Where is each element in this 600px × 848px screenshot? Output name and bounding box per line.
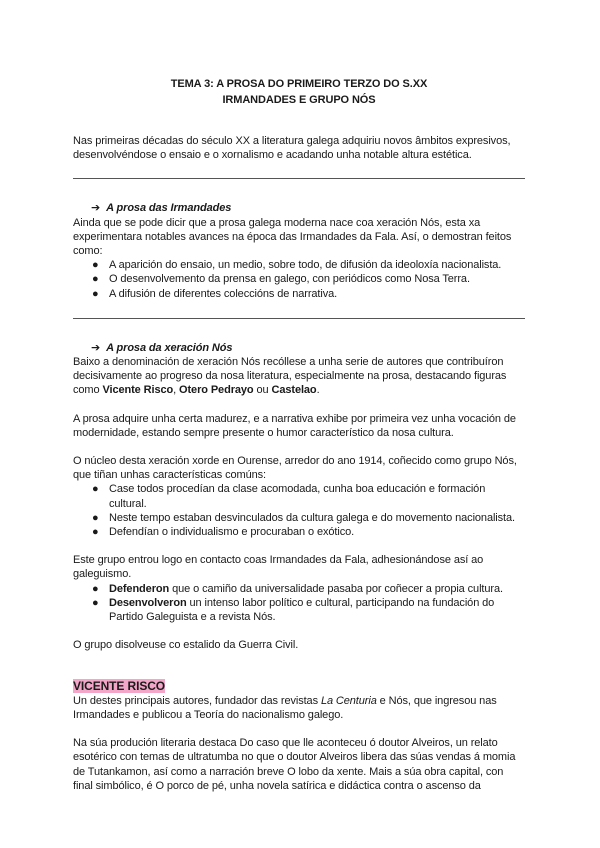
list-item-text: Case todos procedían da clase acomodada, cunha boa educación e formación cultural. [109,483,486,510]
separator-text: , [173,384,180,397]
section1-list [73,258,525,301]
document-title-line1: TEMA 3: A PROSA DO PRIMEIRO TERZO DO S.XX [170,78,428,90]
author-vicente-risco: Vicente Risco [102,384,174,397]
section2-heading-text: A prosa da xeración Nós [106,341,233,354]
bullet-icon: ● [92,511,99,524]
section2-paragraph2: A prosa adquire unha certa madurez, e a narrativa exhibe por primeira vez unha vocación de modernidade, estando sempre presente o humor característico da nosa cultura. [73,412,516,439]
list-item-text: un intenso labor político e cultural, participando na fundación do Partido Galeguista e a revista Nós. [109,596,495,624]
risco-paragraph1 [73,694,525,722]
bullet-icon: ● [92,582,99,595]
section2-paragraph4: Este grupo entrou logo en contacto coas Irmandades da Fala, adhesionándose así ao galeguismo. [73,554,484,581]
vicente-risco-heading [73,679,525,693]
list-item [92,596,525,624]
section2-heading [73,341,525,355]
section2-paragraph5: O grupo disolveuse co estalido da Guerra Civil. [73,639,299,652]
section1-heading-text: A prosa das Irmandades [106,202,232,215]
section1-heading [73,201,525,215]
author-castelao: Castelao [271,384,317,397]
section-divider [73,178,525,179]
document-title-line2: IRMANDADES E GRUPO NÓS [222,94,376,106]
arrow-right-icon: ➔ [91,202,101,215]
list-item-bold: Defenderon [109,582,170,595]
section2-list [73,482,525,539]
list-item-text: A difusión de diferentes coleccións de narrativa. [109,287,338,300]
list-item-text: Defendían o individualismo e procuraban o exótico. [109,526,355,539]
paragraph-end: . [316,384,320,397]
list-item [92,287,525,301]
list-item-text: que o camiño da universalidade pasaba por coñecer a propia cultura. [169,582,503,595]
list-item-text: O desenvolvemento da prensa en galego, con periódicos como Nosa Terra. [109,273,470,286]
list-item [92,582,525,596]
highlighted-heading-text: VICENTE RISCO [73,679,166,694]
intro-paragraph: Nas primeiras décadas do século XX a literatura galega adquiriu novos âmbitos expresivos, desenvolvéndose o ensaio e o xornalismo e acadando unha notable altura estética. [73,135,511,162]
list-item [92,258,525,272]
section2-list2 [73,582,525,625]
section2-paragraph3: O núcleo desta xeración xorde en Ourense, arredor do ano 1914, coñecido como grupo Nós, que tiñan unhas características comúns: [73,455,517,482]
document-body [73,76,525,793]
bullet-icon: ● [92,287,99,300]
list-item [92,525,525,539]
list-item [92,482,525,510]
bullet-icon: ● [92,596,99,609]
section2-paragraph1 [73,355,525,398]
section-divider [73,318,525,319]
list-item-text: A aparición do ensaio, un medio, sobre todo, de difusión da ideoloxía nacionalista. [109,259,502,272]
separator-text: ou [253,384,272,397]
risco-paragraph2: Na súa produción literaria destaca Do caso que lle aconteceu ó doutor Alveiros, un relato esotérico con temas de ultratumba no que o doutor Alveiros libera das súas vendas á momia de Tutankamon, así como a narración breve O lobo da xente. Mais a súa obra capital, con final simbólico, é O porco de pé, unha novela satírica e didáctica contra o ascenso da [73,737,516,792]
bullet-icon: ● [92,526,99,539]
magazine-title: La Centuria [320,694,377,707]
list-item [92,511,525,525]
paragraph-text: e Nós, que ingresou nas Irmandades e publicou a Teoría do nacionalismo galego. [73,694,497,721]
list-item-bold: Desenvolveron [109,596,187,609]
section1-paragraph: Ainda que se pode dicir que a prosa galega moderna nace coa xeración Nós, esta xa experimentara notables avances na época das Irmandades da Fala. Así, o demostran feitos como: [73,216,512,258]
bullet-icon: ● [92,483,99,496]
arrow-right-icon: ➔ [91,341,101,354]
list-item-text: Neste tempo estaban desvinculados da cultura galega e do movemento nacionalista. [109,511,515,524]
paragraph-text: Baixo a denominación de xeración Nós recóllese a unha serie de autores que contribuíron decisivamente ao progreso da nosa literatura, especialmente na prosa, destacando figuras como [73,356,507,397]
paragraph-text: Un destes principais autores, fundador das revistas [73,694,321,707]
author-otero-pedrayo: Otero Pedrayo [179,384,254,397]
list-item [92,272,525,286]
bullet-icon: ● [92,259,99,272]
bullet-icon: ● [92,273,99,286]
